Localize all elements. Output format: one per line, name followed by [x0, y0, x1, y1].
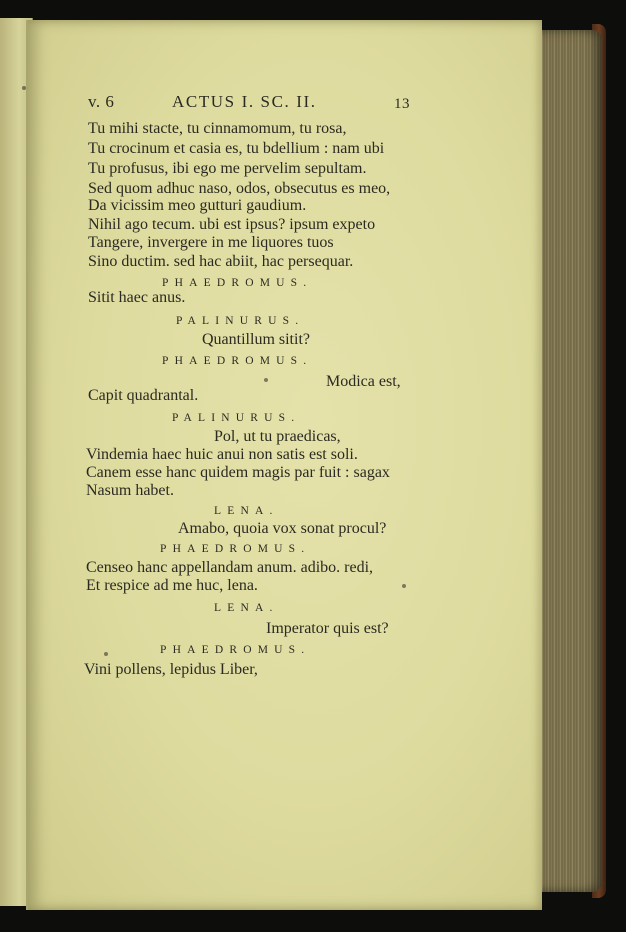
ink-speck [264, 378, 268, 382]
speaker-name: PALINURUS. [176, 315, 305, 327]
ink-speck [402, 584, 406, 588]
dialogue-line: Vini pollens, lepidus Liber, [84, 661, 258, 678]
verse-line: Tangere, invergere in me liquores tuos [88, 234, 334, 251]
dialogue-line: Pol, ut tu praedicas, [214, 428, 341, 445]
page-number: 13 [394, 96, 410, 112]
dialogue-line: Sitit haec anus. [88, 289, 186, 306]
speaker-name: PHAEDROMUS. [162, 355, 313, 367]
verse-line: Nihil ago tecum. ubi est ipsus? ipsum expeto [88, 216, 376, 233]
dialogue-line: Nasum habet. [86, 482, 174, 499]
verse-line: Tu profusus, ibi ego me pervelim sepultam. [88, 160, 367, 177]
dialogue-line: Canem esse hanc quidem magis par fuit : sagax [86, 464, 390, 481]
speaker-name: PALINURUS. [172, 412, 301, 424]
verse-number: v. 6 [88, 92, 115, 111]
verse-line: Da vicissim meo gutturi gaudium. [88, 197, 307, 214]
dialogue-line: Imperator quis est? [266, 620, 389, 637]
speaker-name: PHAEDROMUS. [160, 543, 311, 555]
verse-line: Tu mihi stacte, tu cinnamomum, tu rosa, [88, 120, 347, 137]
dialogue-line: Vindemia haec huic anui non satis est soli. [86, 446, 358, 463]
speaker-name: PHAEDROMUS. [160, 644, 311, 656]
dialogue-line: Censeo hanc appellandam anum. adibo. redi, [86, 559, 374, 576]
speaker-name: PHAEDROMUS. [162, 277, 313, 289]
dialogue-line: Et respice ad me huc, lena. [86, 577, 258, 594]
verse-line: Sino ductim. sed hac abiit, hac persequar. [88, 253, 354, 270]
dialogue-line: Quantillum sitit? [202, 331, 310, 348]
dialogue-line: Modica est, [326, 373, 401, 390]
ink-speck [22, 86, 26, 90]
act-scene-title: ACTUS I. SC. II. [172, 92, 317, 111]
ink-speck [104, 652, 108, 656]
dialogue-line: Capit quadrantal. [88, 387, 199, 404]
verse-line: Tu crocinum et casia es, tu bdellium : nam ubi [88, 140, 385, 157]
verse-line: Sed quom adhuc naso, odos, obsecutus es meo, [88, 180, 391, 197]
page-block-edges [532, 30, 602, 892]
speaker-name: LENA. [214, 602, 279, 614]
running-header [88, 90, 408, 114]
speaker-name: LENA. [214, 505, 279, 517]
dialogue-line: Amabo, quoia vox sonat procul? [178, 520, 387, 537]
